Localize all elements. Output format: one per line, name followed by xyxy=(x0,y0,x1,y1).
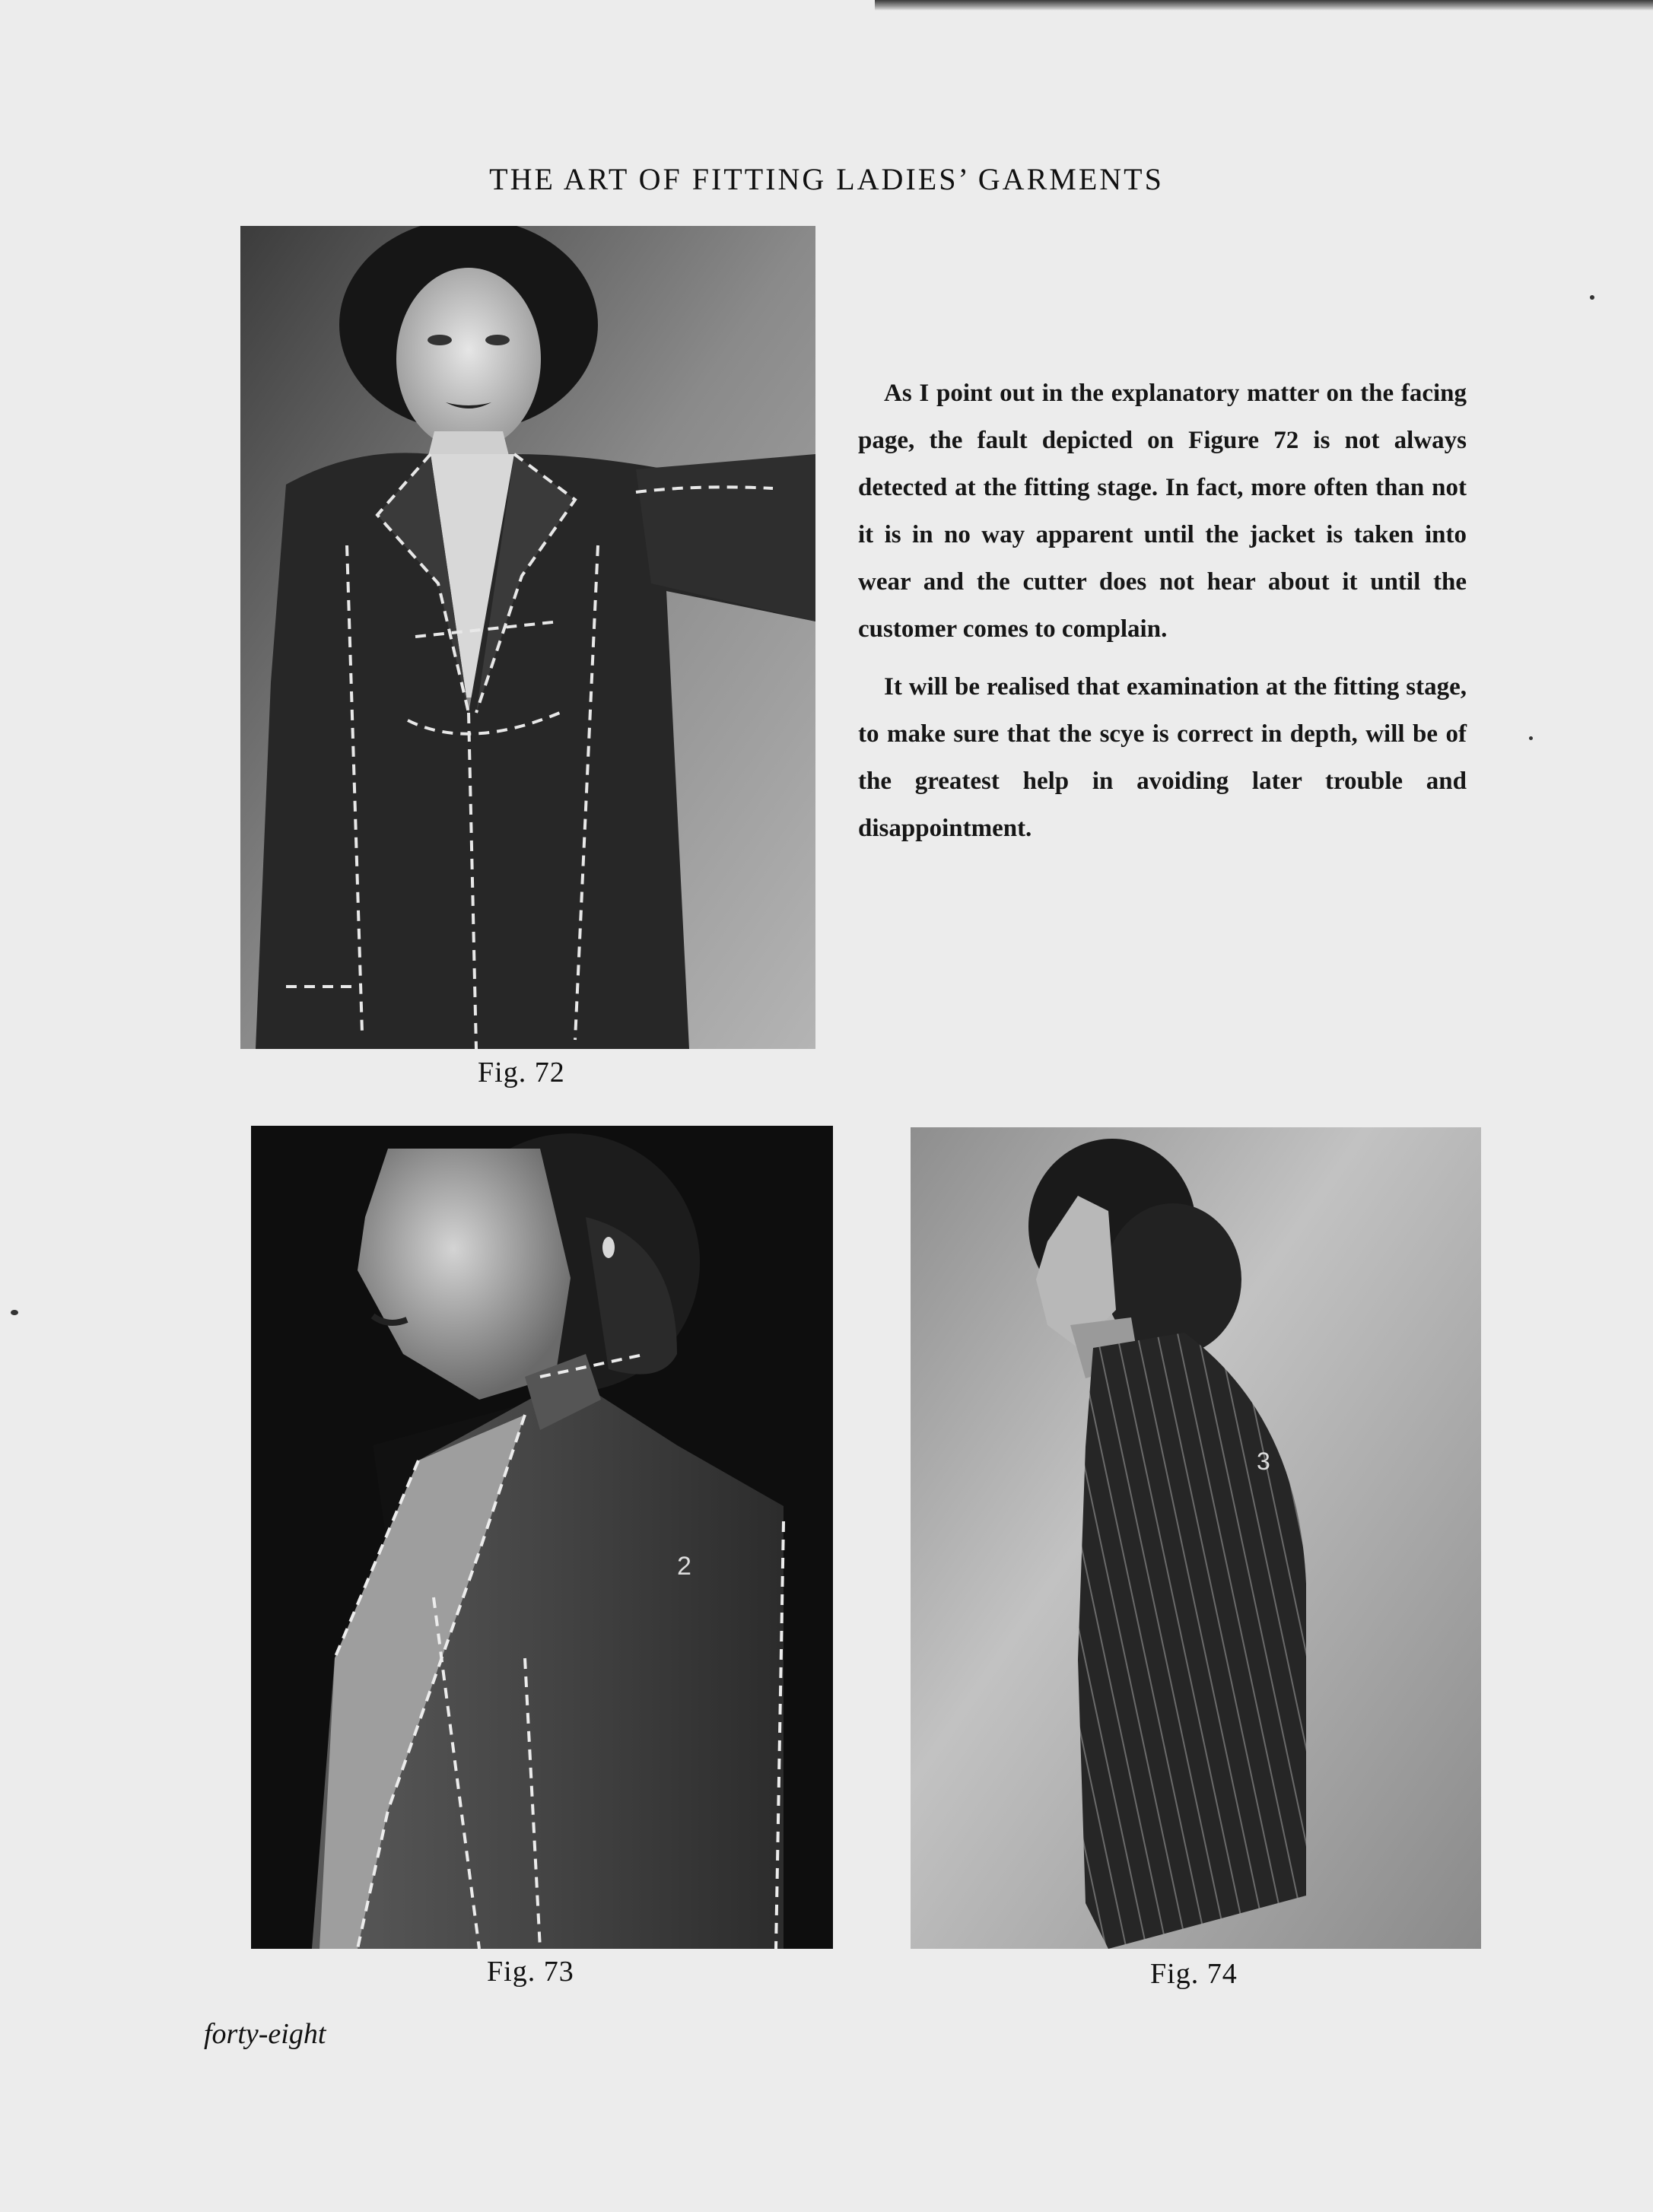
figure-74-photo xyxy=(911,1127,1481,1949)
page-top-edge-shadow xyxy=(875,0,1653,11)
figure-74-caption: Fig. 74 xyxy=(1150,1958,1238,1990)
paper-speck xyxy=(1529,736,1533,740)
body-paragraph: As I point out in the explanatory matter on the facing page, the fault depicted on Figure 72 is not always detected at the fitting stage. In fact, more often than not it is in no way apparent until the jacket is taken into wear and the cutter does not hear about it until the customer comes to complain. xyxy=(858,380,1467,643)
body-text xyxy=(858,370,1467,863)
figure-73-caption: Fig. 73 xyxy=(487,1956,574,1988)
page-number: forty-eight xyxy=(204,2018,326,2050)
figure-72-photo xyxy=(240,226,815,1049)
paper-speck xyxy=(1590,295,1594,300)
figure-73-photo xyxy=(251,1126,833,1949)
running-title: THE ART OF FITTING LADIES’ GARMENTS xyxy=(489,162,1164,196)
figure-72-caption: Fig. 72 xyxy=(478,1057,565,1089)
paper-speck xyxy=(11,1310,18,1315)
body-paragraph: It will be realised that examination at the fitting stage, to make sure that the scye is correct in depth, will be of the greatest help in avoiding later trouble and disappointment. xyxy=(858,673,1467,842)
figure-74-marker: 3 xyxy=(1257,1448,1270,1475)
figure-73-marker: 2 xyxy=(677,1552,691,1581)
